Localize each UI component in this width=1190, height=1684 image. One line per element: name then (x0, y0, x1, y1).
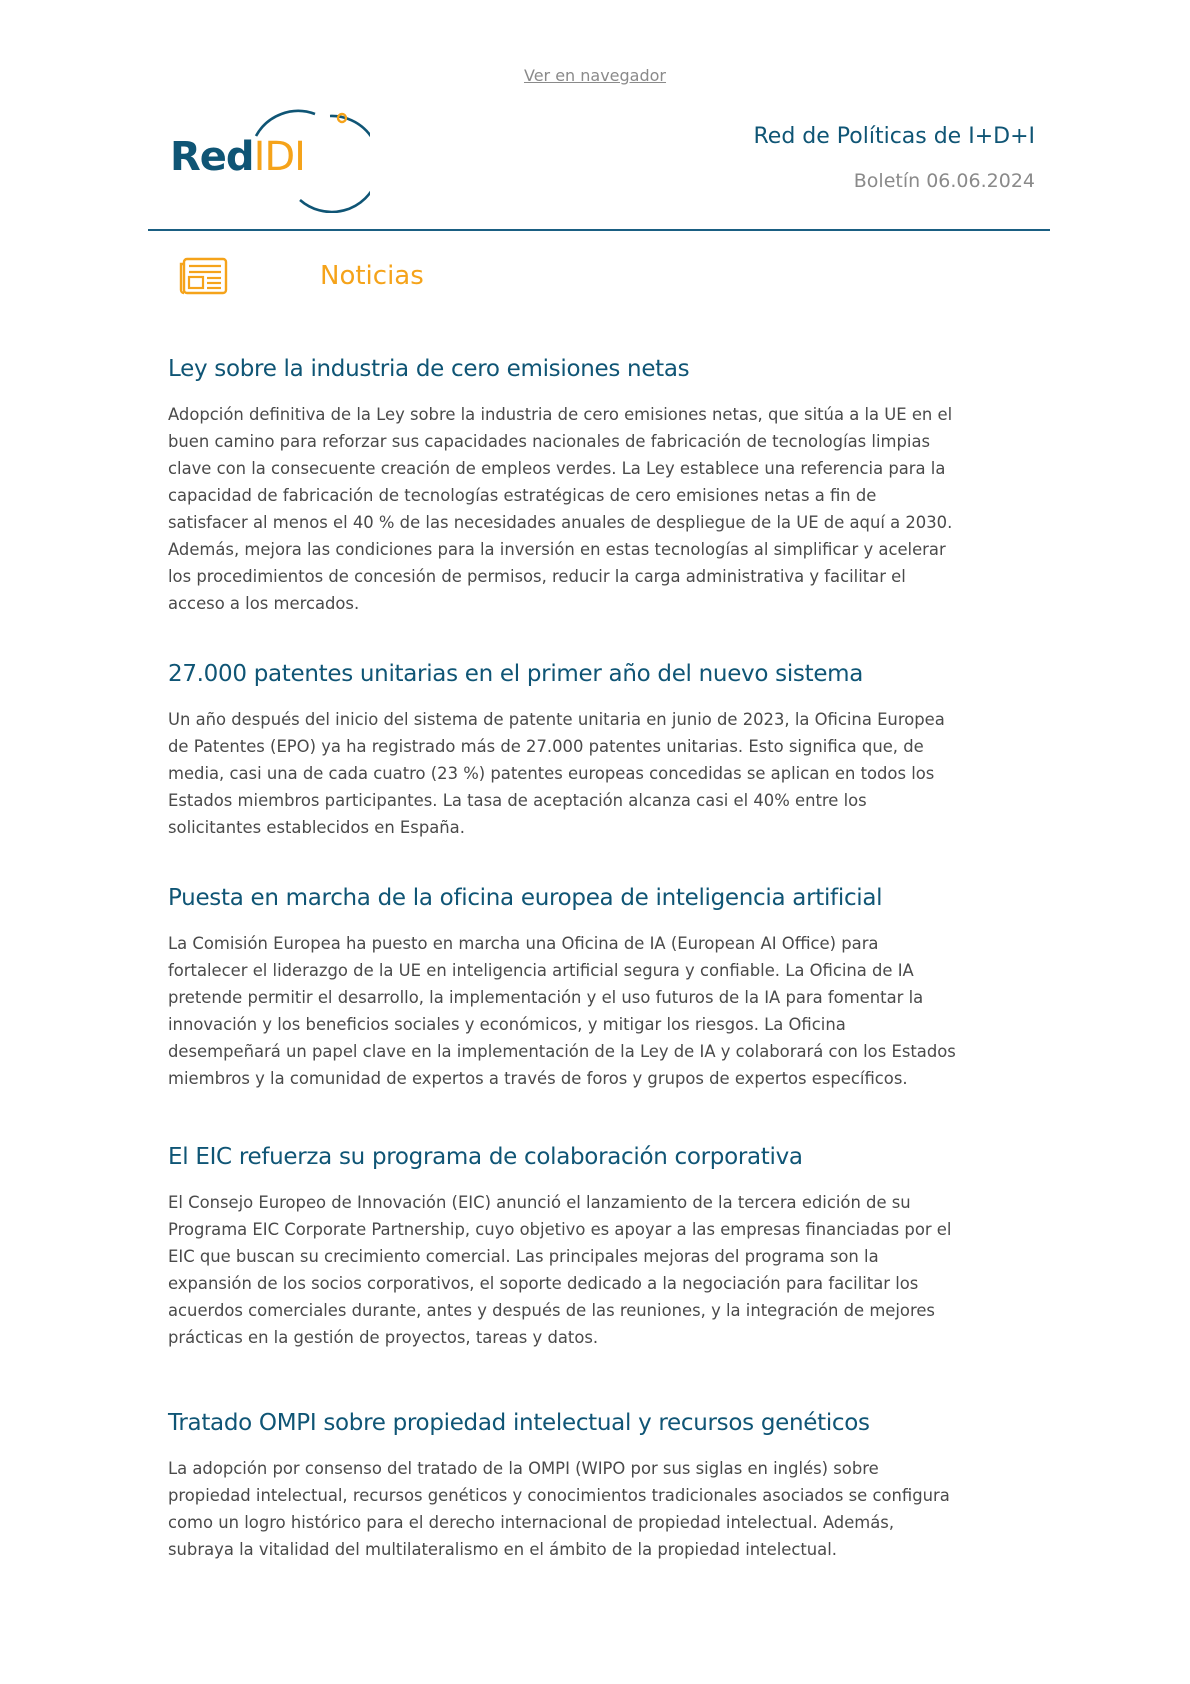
article-body (168, 930, 1048, 1092)
body-line: los procedimientos de concesión de permisos, reducir la carga administrativa y facilitar el (168, 567, 906, 586)
body-line: Estados miembros participantes. La tasa de aceptación alcanza casi el 40% entre los (168, 791, 867, 810)
body-line: capacidad de fabricación de tecnologías estratégicas de cero emisiones netas a fin de (168, 486, 877, 505)
article-body (168, 1189, 1048, 1351)
body-line: EIC que buscan su crecimiento comercial. Las principales mejoras del programa son la (168, 1247, 879, 1266)
article-body (168, 401, 1048, 617)
body-line: satisfacer al menos el 40 % de las necesidades anuales de despliegue de la UE de aquí a 2030. (168, 513, 953, 532)
article (168, 356, 1048, 617)
network-title: Red de Políticas de I+D+I (753, 124, 1035, 149)
article-title: Puesta en marcha de la oficina europea de inteligencia artificial (168, 885, 883, 911)
newspaper-icon (178, 257, 228, 299)
body-line: Programa EIC Corporate Partnership, cuyo objetivo es apoyar a las empresas financiadas por el (168, 1220, 952, 1239)
article (168, 1144, 1048, 1351)
body-line: como un logro histórico para el derecho internacional de propiedad intelectual. Además, (168, 1513, 895, 1532)
body-line: buen camino para reforzar sus capacidades nacionales de fabricación de tecnologías limpias (168, 432, 931, 451)
article (168, 1410, 1048, 1563)
body-line: acuerdos comerciales durante, antes y después de las reuniones, y la integración de mejores (168, 1301, 935, 1320)
body-line: Un año después del inicio del sistema de patente unitaria en junio de 2023, la Oficina Europea (168, 710, 945, 729)
body-line: subraya la vitalidad del multilateralismo en el ámbito de la propiedad intelectual. (168, 1540, 837, 1559)
redidi-logo (170, 108, 370, 213)
view-in-browser-container (0, 66, 1190, 85)
body-line: El Consejo Europeo de Innovación (EIC) anunció el lanzamiento de la tercera edición de su (168, 1193, 911, 1212)
body-line: solicitantes establecidos en España. (168, 818, 465, 837)
article-title: El EIC refuerza su programa de colaboración corporativa (168, 1144, 803, 1170)
body-line: de Patentes (EPO) ya ha registrado más de 27.000 patentes unitarias. Esto significa que, de (168, 737, 924, 756)
header-divider (148, 229, 1050, 231)
body-line: Además, mejora las condiciones para la inversión en estas tecnologías al simplificar y acelerar (168, 540, 946, 559)
article-body (168, 706, 1048, 841)
article (168, 885, 1048, 1092)
body-line: fortalecer el liderazgo de la UE en inteligencia artificial segura y confiable. La Oficina de IA (168, 961, 914, 980)
body-line: desempeñará un papel clave en la implementación de la Ley de IA y colaborará con los Estados (168, 1042, 956, 1061)
body-line: acceso a los mercados. (168, 594, 360, 613)
body-line: La adopción por consenso del tratado de la OMPI (WIPO por sus siglas en inglés) sobre (168, 1459, 879, 1478)
body-line: miembros y la comunidad de expertos a través de foros y grupos de expertos específicos. (168, 1069, 908, 1088)
body-line: innovación y los beneficios sociales y económicos, y mitigar los riesgos. La Oficina (168, 1015, 846, 1034)
article-body (168, 1455, 1048, 1563)
body-line: prácticas en la gestión de proyectos, tareas y datos. (168, 1328, 599, 1347)
body-line: clave con la consecuente creación de empleos verdes. La Ley establece una referencia para la (168, 459, 946, 478)
body-line: media, casi una de cada cuatro (23 %) patentes europeas concedidas se aplican en todos los (168, 764, 935, 783)
logo-text-red: Red (170, 134, 254, 180)
logo-wordmark (170, 134, 305, 180)
logo-text-idi: IDI (253, 134, 305, 180)
body-line: expansión de los socios corporativos, el soporte dedicado a la negociación para facilitar los (168, 1274, 919, 1293)
article-title: Ley sobre la industria de cero emisiones netas (168, 356, 690, 382)
section-title: Noticias (320, 261, 424, 291)
bulletin-date: Boletín 06.06.2024 (853, 170, 1035, 192)
view-in-browser-link[interactable]: Ver en navegador (523, 66, 667, 85)
article-title: 27.000 patentes unitarias en el primer año del nuevo sistema (168, 661, 864, 687)
body-line: Adopción definitiva de la Ley sobre la industria de cero emisiones netas, que sitúa a la UE en el (168, 405, 953, 424)
article (168, 661, 1048, 841)
body-line: pretende permitir el desarrollo, la implementación y el uso futuros de la IA para fomentar la (168, 988, 924, 1007)
body-line: La Comisión Europea ha puesto en marcha una Oficina de IA (European AI Office) para (168, 934, 879, 953)
article-title: Tratado OMPI sobre propiedad intelectual y recursos genéticos (168, 1410, 870, 1436)
body-line: propiedad intelectual, recursos genéticos y conocimientos tradicionales asociados se configura (168, 1486, 950, 1505)
